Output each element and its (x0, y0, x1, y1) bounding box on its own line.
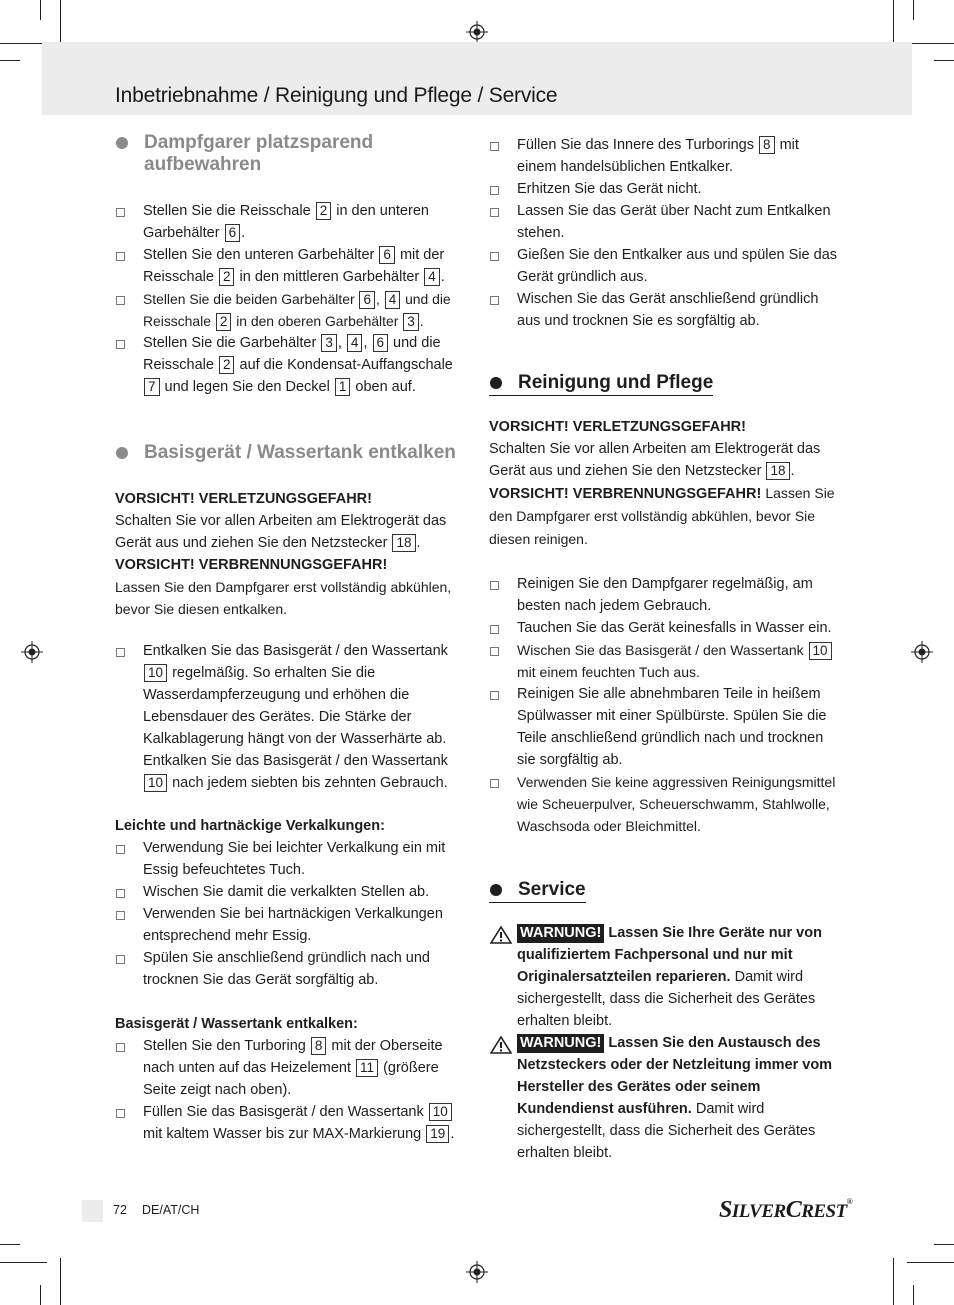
base-descaling-list (115, 1035, 470, 1145)
warning-label: WARNUNG! (517, 1034, 604, 1053)
crop-mark (0, 60, 20, 61)
crop-mark (60, 1258, 61, 1305)
part-number-box: 4 (385, 291, 401, 309)
crop-mark (40, 1285, 41, 1305)
list-item: Erhitzen Sie das Gerät nicht. (489, 178, 841, 200)
part-number-box: 10 (144, 664, 167, 682)
cleaning-list (489, 573, 841, 837)
crop-mark (913, 0, 914, 20)
page-title: Inbetriebnahme / Reinigung und Pflege / Service (115, 84, 558, 107)
light-heavy-list (115, 837, 470, 991)
crop-mark (0, 1244, 20, 1245)
list-item: Füllen Sie das Innere des Turborings 8 mit einem handelsüblichen Entkalker. (489, 134, 841, 178)
part-number-box: 4 (347, 334, 363, 352)
warning-triangle-icon (490, 926, 512, 944)
list-item: Wischen Sie damit die verkalkten Stellen ab. (115, 881, 470, 903)
part-number-box: 6 (373, 334, 389, 352)
bullet-dot-icon (116, 447, 128, 459)
bullet-dot-icon (490, 377, 502, 389)
warning-text: VORSICHT! VERBRENNUNGSGEFAHR! Lassen Sie den Dampfgarer erst vollständig abkühlen, bevor Sie diesen reinigen. (489, 485, 835, 547)
cleaning-warnings (489, 416, 841, 551)
list-item: Wischen Sie das Basisgerät / den Wassertank 10 mit einem feuchten Tuch aus. (489, 639, 841, 683)
list-item: Tauchen Sie das Gerät keinesfalls in Wasser ein. (489, 617, 841, 639)
crop-mark (893, 0, 894, 47)
part-number-box: 3 (321, 334, 337, 352)
warning-triangle-icon (490, 1036, 512, 1054)
list-item: Stellen Sie die beiden Garbehälter 6 , 4 und die Reisschale 2 in den oberen Garbehälter 3 . (115, 288, 470, 332)
part-number-box: 3 (403, 313, 419, 331)
part-number-box: 8 (311, 1037, 327, 1055)
list-item: Entkalken Sie das Basisgerät / den Wassertank 10 regelmäßig. So erhalten Sie die Wasserdampferzeugung und erhöhen die Lebensdauer des Gerätes. Die Stärke der Kalkablagerung hängt von der Wasserhärte ab. Entkalken Sie das Basisgerät / den Wassertank 10 nach jedem siebten bis zehnten Gebrauch. (115, 640, 470, 794)
crop-mark (907, 43, 954, 44)
crop-mark (40, 0, 41, 20)
crop-mark (913, 1285, 914, 1305)
part-number-box: 18 (766, 462, 789, 480)
crop-mark (934, 1244, 954, 1245)
registration-mark-icon (466, 1261, 488, 1283)
part-number-box: 1 (335, 378, 351, 396)
part-number-box: 2 (219, 268, 235, 286)
part-number-box: 10 (144, 774, 167, 792)
warning-heading: VORSICHT! VERBRENNUNGSGEFAHR! (489, 486, 762, 502)
list-item: Stellen Sie die Garbehälter 3 , 4 , 6 und die Reisschale 2 auf die Kondensat-Auffangschale 7 und legen Sie den Deckel 1 oben auf. (115, 332, 470, 398)
list-item: Verwendung Sie bei leichter Verkalkung ein mit Essig befeuchtetes Tuch. (115, 837, 470, 881)
part-number-box: 19 (426, 1125, 449, 1143)
warning-text: Schalten Sie vor allen Arbeiten am Elektrogerät das Gerät aus und ziehen Sie den Netzstecker 18 . (489, 441, 821, 479)
descaling-intro-list (115, 640, 470, 794)
bullet-dot-icon (116, 137, 128, 149)
service-warning-1: WARNUNG! Lassen Sie Ihre Geräte nur von qualifiziertem Fachpersonal und nur mit Originalersatzteilen reparieren. Damit wird sichergestellt, dass die Sicherheit des Gerätes erhalten bleibt. (489, 922, 841, 1032)
part-number-box: 8 (759, 136, 775, 154)
crop-mark (907, 1262, 954, 1263)
left-column (115, 132, 470, 1145)
warning-heading: VORSICHT! VERLETZUNGSGEFAHR! (115, 491, 372, 507)
part-number-box: 2 (316, 202, 332, 220)
descaling-continued-list (489, 134, 841, 332)
registration-mark-icon (466, 21, 488, 43)
bullet-dot-icon (490, 884, 502, 896)
part-number-box: 6 (225, 224, 241, 242)
section-heading-cleaning: Reinigung und Pflege (489, 372, 713, 396)
part-number-box: 11 (356, 1059, 378, 1077)
registration-mark-icon (911, 641, 933, 663)
list-item: Lassen Sie das Gerät über Nacht zum Entkalken stehen. (489, 200, 841, 244)
crop-mark (893, 1258, 894, 1305)
registration-mark-icon (21, 641, 43, 663)
right-column (489, 134, 841, 1164)
list-item: Stellen Sie die Reisschale 2 in den unteren Garbehälter 6 . (115, 200, 470, 244)
warning-heading: VORSICHT! VERBRENNUNGSGEFAHR! (115, 557, 388, 573)
page-number: 72 (113, 1203, 127, 1217)
warning-text: Lassen Sie den Dampfgarer erst vollständig abkühlen, bevor Sie diesen entkalken. (115, 579, 452, 617)
part-number-box: 4 (424, 268, 440, 286)
list-item: Gießen Sie den Entkalker aus und spülen Sie das Gerät gründlich aus. (489, 244, 841, 288)
region-code: DE/AT/CH (142, 1203, 200, 1217)
brand-logo: SILVERCREST® (719, 1197, 853, 1223)
crop-mark (60, 0, 61, 47)
section-heading-wrap (489, 372, 841, 396)
list-item: Stellen Sie den Turboring 8 mit der Oberseite nach unten auf das Heizelement 11 (größere Seite zeigt nach oben). (115, 1035, 470, 1101)
warning-heading: VORSICHT! VERLETZUNGSGEFAHR! (489, 419, 746, 435)
part-number-box: 2 (219, 356, 235, 374)
part-number-box: 2 (216, 313, 232, 331)
list-item: Reinigen Sie den Dampfgarer regelmäßig, am besten nach jedem Gebrauch. (489, 573, 841, 617)
warning-text: Schalten Sie vor allen Arbeiten am Elektrogerät das Gerät aus und ziehen Sie den Netzstecker 18 . (115, 513, 447, 551)
list-item: Stellen Sie den unteren Garbehälter 6 mit der Reisschale 2 in den mittleren Garbehälter 4 . (115, 244, 470, 288)
section-heading-service: Service (489, 879, 586, 903)
part-number-box: 7 (144, 378, 160, 396)
list-item: Verwenden Sie keine aggressiven Reinigungsmittel wie Scheuerpulver, Scheuerschwamm, Stahlwolle, Waschsoda oder Bleichmittel. (489, 771, 841, 837)
subheading-light-heavy: Leichte und hartnäckige Verkalkungen: (115, 818, 385, 834)
section-heading-descaling: Basisgerät / Wassertank entkalken (115, 442, 470, 464)
part-number-box: 6 (379, 246, 395, 264)
part-number-box: 18 (392, 534, 415, 552)
part-number-box: 10 (809, 642, 832, 660)
subheading-base-descaling: Basisgerät / Wassertank entkalken: (115, 1016, 358, 1032)
list-item: Reinigen Sie alle abnehmbaren Teile in heißem Spülwasser mit einer Spülbürste. Spülen Sie die Teile anschließend gründlich nach und trocknen sie sorgfältig ab. (489, 683, 841, 771)
list-item: Wischen Sie das Gerät anschließend gründlich aus und trocknen Sie es sorgfältig ab. (489, 288, 841, 332)
part-number-box: 6 (359, 291, 375, 309)
descaling-warnings (115, 488, 470, 620)
service-warning-2: WARNUNG! Lassen Sie den Austausch des Netzsteckers oder der Netzleitung immer vom Hersteller des Gerätes oder seinem Kundendienst ausführen. Damit wird sichergestellt, dass die Sicherheit des Gerätes erhalten bleibt. (489, 1032, 841, 1164)
storage-steps-list (115, 200, 470, 398)
list-item: Spülen Sie anschließend gründlich nach und trocknen Sie das Gerät sorgfältig ab. (115, 947, 470, 991)
crop-mark (0, 43, 47, 44)
section-heading-wrap (489, 879, 841, 903)
part-number-box: 10 (429, 1103, 452, 1121)
crop-mark (934, 60, 954, 61)
list-item: Verwenden Sie bei hartnäckigen Verkalkungen entsprechend mehr Essig. (115, 903, 470, 947)
footer-box (82, 1200, 103, 1222)
section-heading-storage: Dampfgarer platzsparend aufbewahren (115, 132, 470, 176)
warning-label: WARNUNG! (517, 924, 604, 943)
crop-mark (0, 1262, 47, 1263)
list-item: Füllen Sie das Basisgerät / den Wassertank 10 mit kaltem Wasser bis zur MAX-Markierung 19 . (115, 1101, 470, 1145)
